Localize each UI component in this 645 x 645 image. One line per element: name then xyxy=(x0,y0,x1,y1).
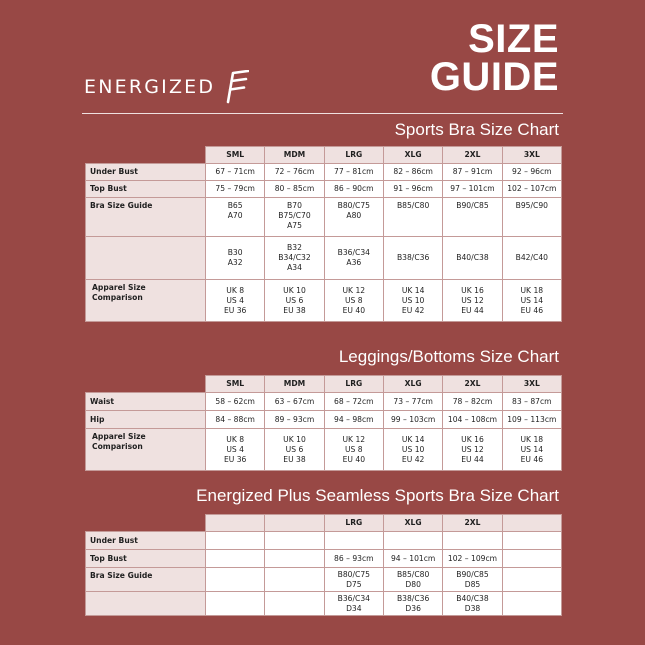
table-cell xyxy=(265,592,324,616)
row-label: Waist xyxy=(86,393,206,411)
table-row xyxy=(86,532,562,550)
table-cell: B40/C38 D38 xyxy=(443,592,502,616)
table-cell: 99 – 103cm xyxy=(383,411,442,429)
table-cell xyxy=(265,568,324,592)
table-cell: B90/C85 xyxy=(443,198,502,237)
table-cell: 73 – 77cm xyxy=(383,393,442,411)
table-cell: B38/C36 xyxy=(383,237,442,280)
table-cell: 78 – 82cm xyxy=(443,393,502,411)
size-header: 2XL xyxy=(443,147,502,164)
table-cell: 94 – 98cm xyxy=(324,411,383,429)
table-cell: B36/C34 A36 xyxy=(324,237,383,280)
size-header: 2XL xyxy=(443,376,502,393)
plus-chart-title: Energized Plus Seamless Sports Bra Size Chart xyxy=(196,486,559,505)
sports-bra-chart-title: Sports Bra Size Chart xyxy=(394,120,559,139)
table-cell: UK 8 US 4 EU 36 xyxy=(206,280,265,322)
row-label-empty xyxy=(86,237,206,280)
table-cell: 72 – 76cm xyxy=(265,164,324,181)
row-label: Apparel Size Comparison xyxy=(86,280,206,322)
table-cell: B85/C80 xyxy=(383,198,442,237)
row-label: Under Bust xyxy=(86,164,206,181)
table-cell: 82 – 86cm xyxy=(383,164,442,181)
table-row xyxy=(86,393,562,411)
blank-header-cell xyxy=(86,147,206,164)
size-header xyxy=(206,515,265,532)
leggings-table xyxy=(85,375,562,471)
table-row xyxy=(86,429,562,471)
table-row xyxy=(86,237,562,280)
table-cell xyxy=(206,592,265,616)
table-cell xyxy=(324,532,383,550)
brand-name: ENERGIZED xyxy=(84,76,216,98)
row-label: Hip xyxy=(86,411,206,429)
table-cell: B40/C38 xyxy=(443,237,502,280)
size-header: LRG xyxy=(324,515,383,532)
table-cell: UK 12 US 8 EU 40 xyxy=(324,429,383,471)
table-cell: 97 – 101cm xyxy=(443,181,502,198)
size-header: 2XL xyxy=(443,515,502,532)
table-header-row xyxy=(86,515,562,532)
table-cell: 68 – 72cm xyxy=(324,393,383,411)
table-cell: UK 18 US 14 EU 46 xyxy=(502,280,561,322)
row-label: Top Bust xyxy=(86,181,206,198)
table-cell: UK 8 US 4 EU 36 xyxy=(206,429,265,471)
table-cell xyxy=(443,532,502,550)
table-cell: B36/C34 D34 xyxy=(324,592,383,616)
table-row xyxy=(86,181,562,198)
table-cell: B90/C85 D85 xyxy=(443,568,502,592)
table-cell: 86 – 90cm xyxy=(324,181,383,198)
brand-logo xyxy=(84,70,249,104)
table-cell xyxy=(206,532,265,550)
sports-bra-table xyxy=(85,146,562,322)
table-cell: 102 – 107cm xyxy=(502,181,561,198)
table-cell: B38/C36 D36 xyxy=(383,592,442,616)
table-cell: UK 14 US 10 EU 42 xyxy=(383,429,442,471)
row-label: Apparel Size Comparison xyxy=(86,429,206,471)
row-label: Top Bust xyxy=(86,550,206,568)
table-cell: 83 – 87cm xyxy=(502,393,561,411)
table-cell xyxy=(502,532,561,550)
table-cell: 91 – 96cm xyxy=(383,181,442,198)
size-header: SML xyxy=(206,376,265,393)
table-cell: UK 16 US 12 EU 44 xyxy=(443,429,502,471)
table-cell: B42/C40 xyxy=(502,237,561,280)
table-cell: UK 10 US 6 EU 38 xyxy=(265,280,324,322)
table-cell: 109 – 113cm xyxy=(502,411,561,429)
table-cell xyxy=(265,532,324,550)
table-cell xyxy=(502,568,561,592)
table-cell xyxy=(502,550,561,568)
table-cell: 104 – 108cm xyxy=(443,411,502,429)
plus-table xyxy=(85,514,562,616)
page-title xyxy=(429,17,559,99)
table-cell: 94 – 101cm xyxy=(383,550,442,568)
table-cell: 92 – 96cm xyxy=(502,164,561,181)
table-cell: 102 – 109cm xyxy=(443,550,502,568)
table-cell: 87 – 91cm xyxy=(443,164,502,181)
size-header: LRG xyxy=(324,376,383,393)
row-label-empty xyxy=(86,592,206,616)
size-header: LRG xyxy=(324,147,383,164)
table-cell: 77 – 81cm xyxy=(324,164,383,181)
header-divider xyxy=(82,113,563,114)
table-header-row xyxy=(86,147,562,164)
table-cell: UK 14 US 10 EU 42 xyxy=(383,280,442,322)
table-cell: UK 16 US 12 EU 44 xyxy=(443,280,502,322)
table-row xyxy=(86,164,562,181)
table-cell xyxy=(265,550,324,568)
title-line-1: SIZE xyxy=(468,17,559,61)
table-cell: 67 – 71cm xyxy=(206,164,265,181)
table-row xyxy=(86,280,562,322)
table-cell: B80/C75 A80 xyxy=(324,198,383,237)
size-header: SML xyxy=(206,147,265,164)
size-header: XLG xyxy=(383,376,442,393)
table-cell: B85/C80 D80 xyxy=(383,568,442,592)
size-header: 3XL xyxy=(502,376,561,393)
table-cell: UK 18 US 14 EU 46 xyxy=(502,429,561,471)
table-cell: B70 B75/C70 A75 xyxy=(265,198,324,237)
blank-header-cell xyxy=(86,515,206,532)
table-row xyxy=(86,592,562,616)
size-header: XLG xyxy=(383,515,442,532)
table-row xyxy=(86,550,562,568)
table-cell: B30 A32 xyxy=(206,237,265,280)
table-cell: 58 – 62cm xyxy=(206,393,265,411)
size-header: MDM xyxy=(265,376,324,393)
blank-header-cell xyxy=(86,376,206,393)
table-cell xyxy=(206,550,265,568)
row-label: Under Bust xyxy=(86,532,206,550)
table-cell: 89 – 93cm xyxy=(265,411,324,429)
size-header xyxy=(502,515,561,532)
leggings-chart-title: Leggings/Bottoms Size Chart xyxy=(338,347,559,366)
table-cell: 75 – 79cm xyxy=(206,181,265,198)
table-cell: 63 – 67cm xyxy=(265,393,324,411)
table-row xyxy=(86,568,562,592)
table-cell xyxy=(383,532,442,550)
table-cell: 86 – 93cm xyxy=(324,550,383,568)
table-cell: 84 – 88cm xyxy=(206,411,265,429)
table-row xyxy=(86,198,562,237)
row-label: Bra Size Guide xyxy=(86,568,206,592)
title-line-2: GUIDE xyxy=(429,55,559,99)
table-cell: 80 – 85cm xyxy=(265,181,324,198)
row-label: Bra Size Guide xyxy=(86,198,206,237)
table-cell xyxy=(206,568,265,592)
table-cell: B65 A70 xyxy=(206,198,265,237)
table-cell: B32 B34/C32 A34 xyxy=(265,237,324,280)
size-header: MDM xyxy=(265,147,324,164)
size-header: 3XL xyxy=(502,147,561,164)
table-cell xyxy=(502,592,561,616)
table-cell: UK 10 US 6 EU 38 xyxy=(265,429,324,471)
size-header xyxy=(265,515,324,532)
table-header-row xyxy=(86,376,562,393)
energized-e-mark-icon xyxy=(219,70,249,104)
table-cell: B80/C75 D75 xyxy=(324,568,383,592)
size-header: XLG xyxy=(383,147,442,164)
table-cell: B95/C90 xyxy=(502,198,561,237)
table-cell: UK 12 US 8 EU 40 xyxy=(324,280,383,322)
table-row xyxy=(86,411,562,429)
